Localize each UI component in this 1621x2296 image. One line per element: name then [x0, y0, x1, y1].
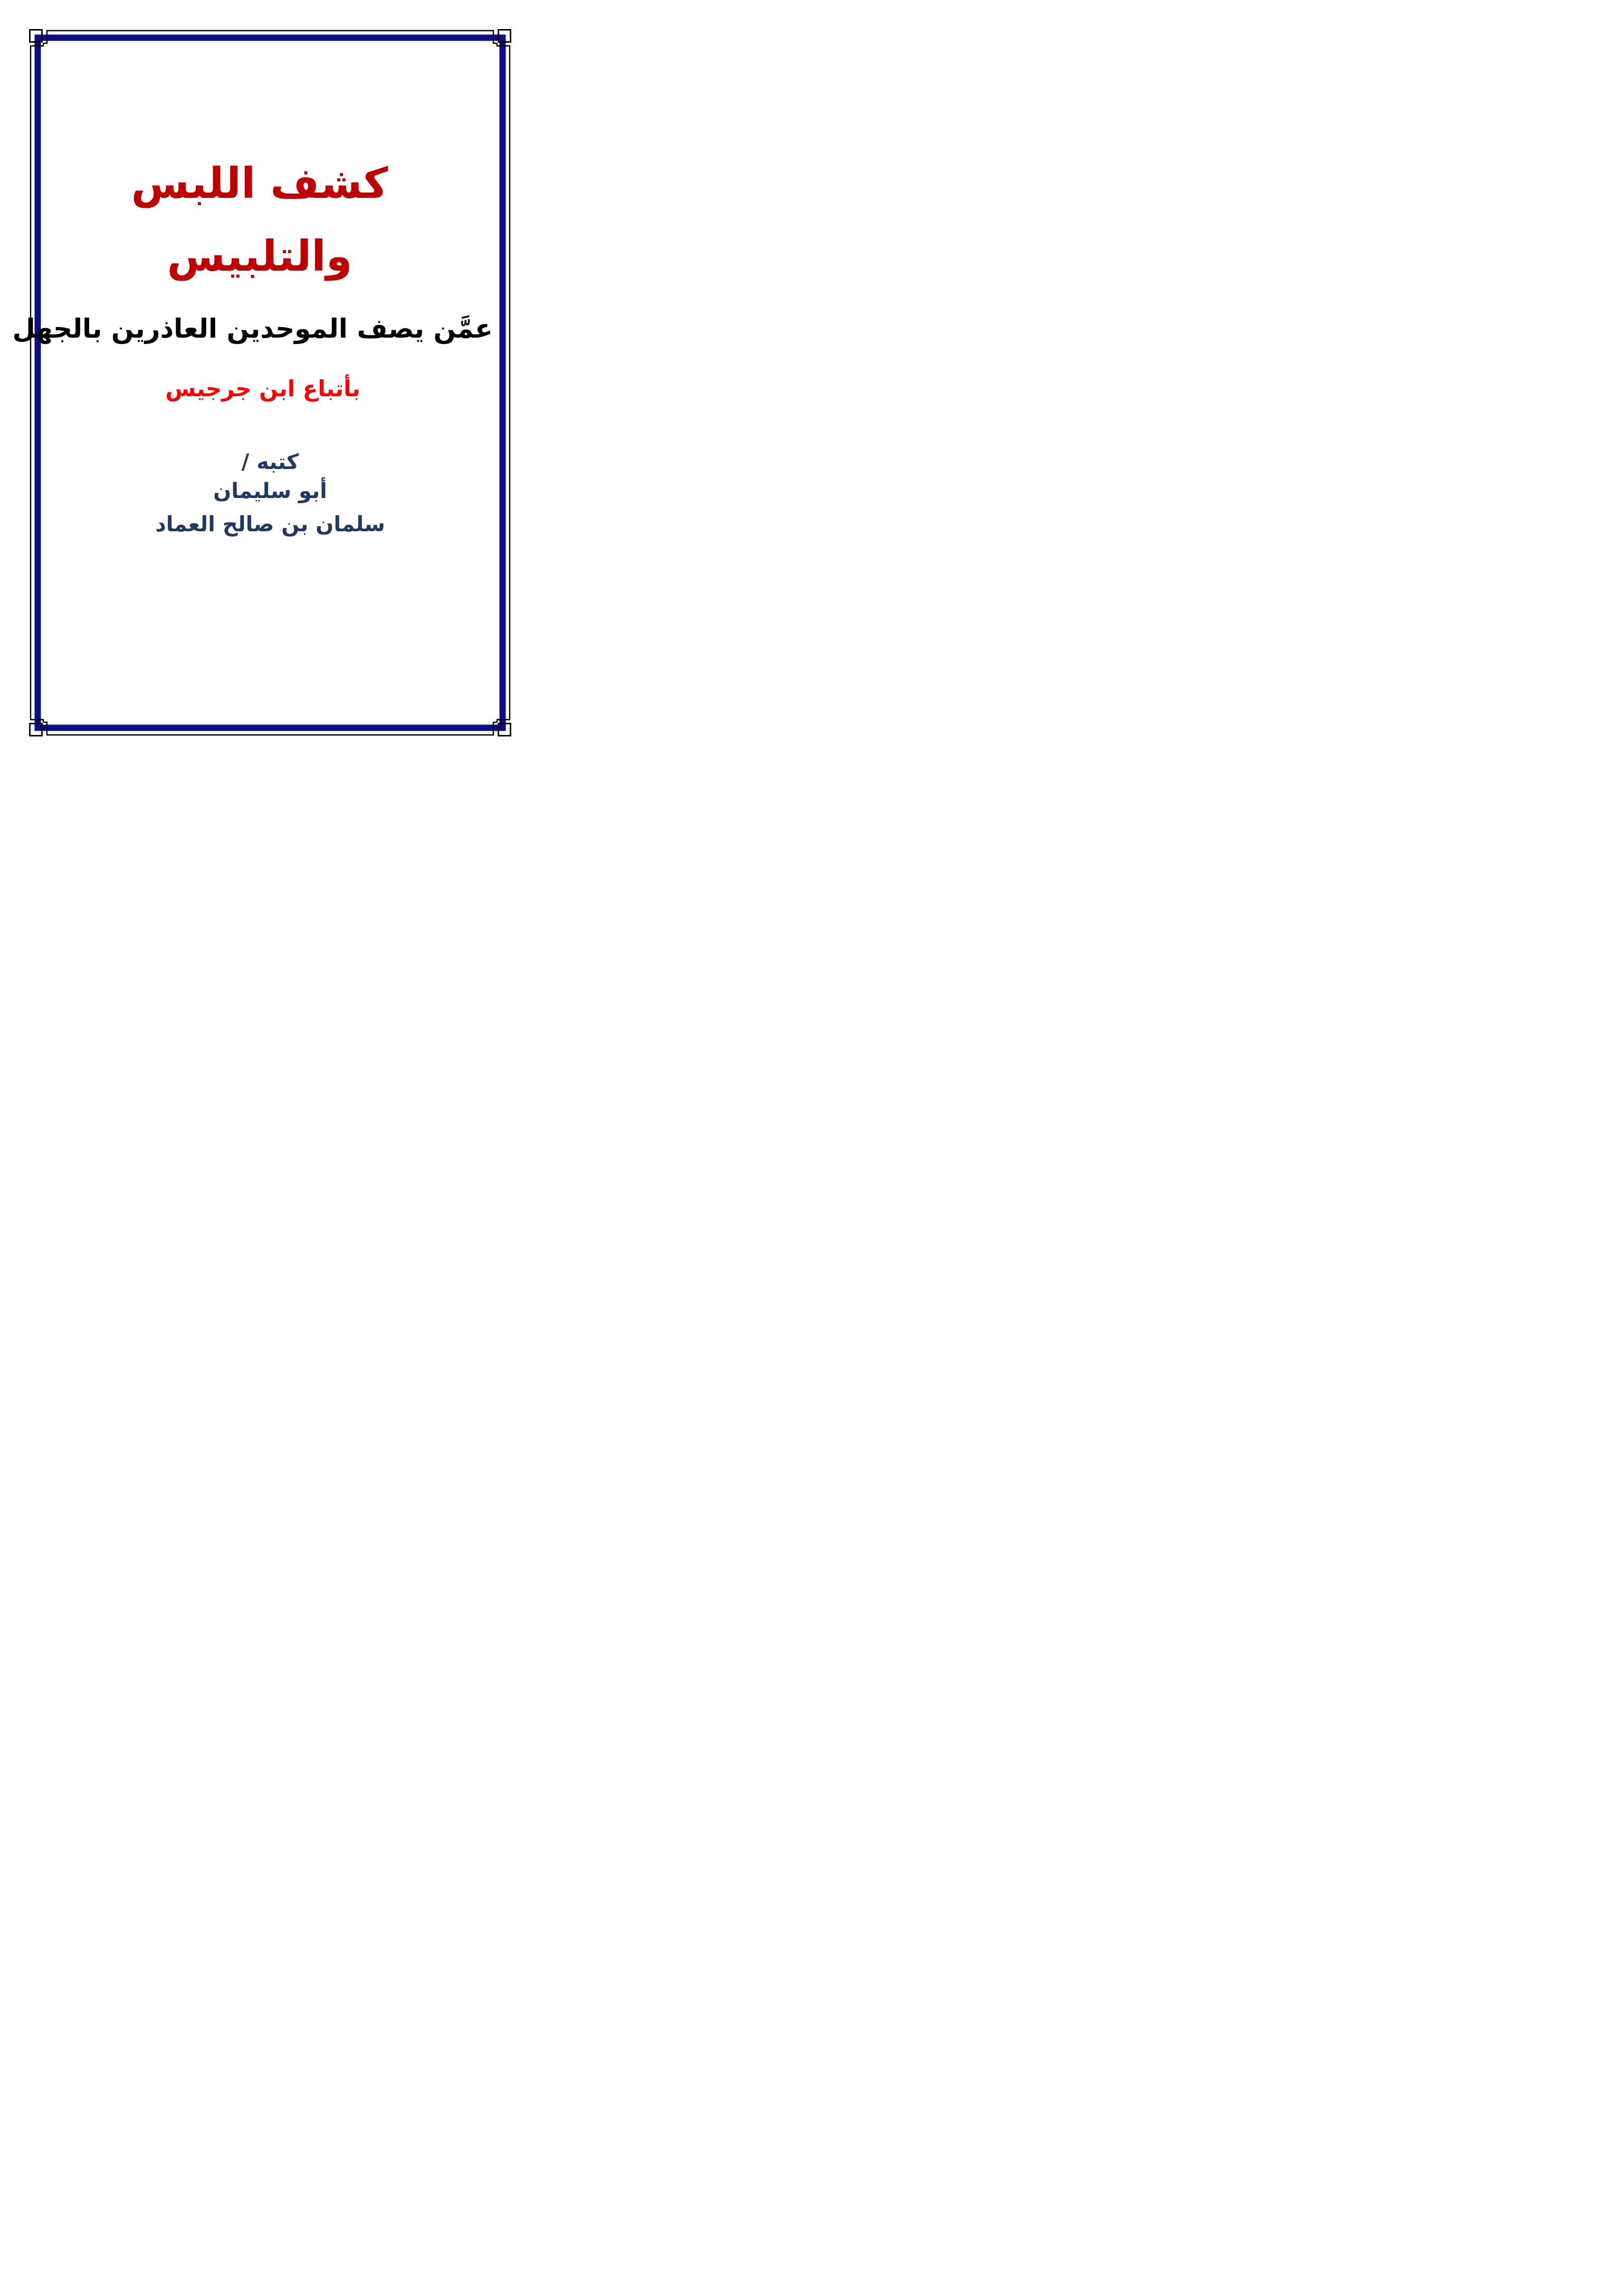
- author-written-by-label: كتبه /: [241, 450, 299, 474]
- author-kunya: أبو سليمان: [213, 479, 327, 503]
- corner-ornament-bottom-right: [499, 724, 511, 736]
- book-title-line-2: والتلبيس: [167, 232, 352, 281]
- corner-ornament-top-left: [30, 30, 42, 42]
- book-title-line-1: كشف اللبس: [131, 159, 388, 208]
- border-frame-bottom: [43, 722, 497, 735]
- border-frame-right: [497, 43, 510, 722]
- document-page: [0, 0, 540, 766]
- corner-ornament-bottom-left: [30, 724, 42, 736]
- dedication-line: بأتباع ابن جرجيس: [165, 376, 360, 401]
- author-full-name: سلمان بن صالح العماد: [155, 512, 385, 537]
- border-frame-top: [43, 31, 497, 43]
- corner-ornament-top-right: [499, 30, 511, 42]
- book-subtitle: عمَّن يصف الموحدين العاذرين بالجهل: [12, 313, 493, 344]
